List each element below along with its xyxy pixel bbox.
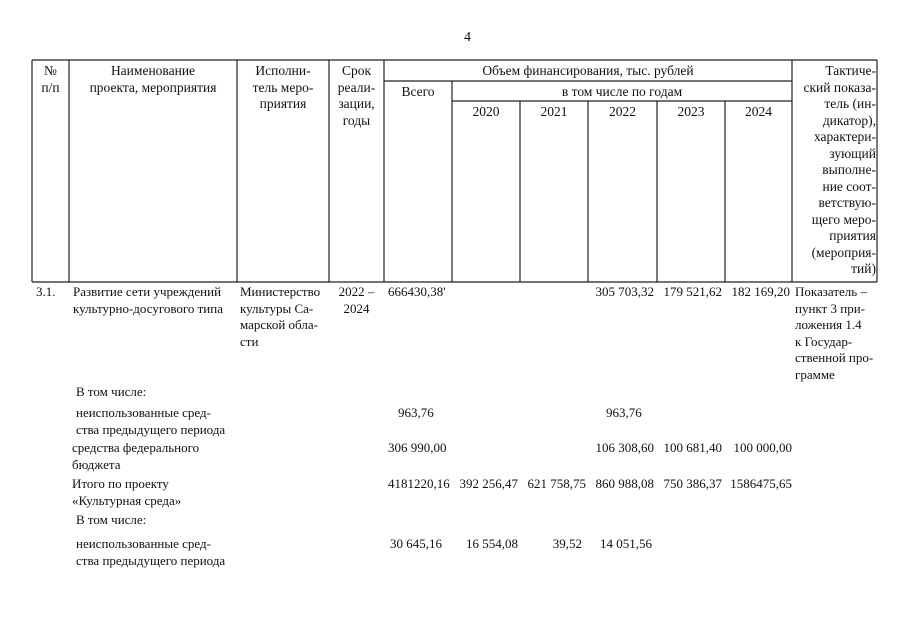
header-executor: Исполни- тель меро- приятия	[252, 63, 314, 111]
unused-funds-total-2: 30 645,16	[390, 536, 442, 551]
row-3-1-name: Развитие сети учреждений культурно-досугового типа	[73, 284, 223, 316]
project-total-2023: 750 386,37	[663, 476, 722, 491]
including-label-1: В том числе:	[76, 384, 147, 399]
federal-budget-2024: 100 000,00	[733, 440, 792, 455]
header-total: Всего	[401, 84, 435, 99]
unused-funds-label-2: неиспользованные сред- ства предыдущего периода	[76, 536, 226, 568]
header-name: Наименование проекта, мероприятия	[89, 63, 217, 95]
unused-funds-label-1: неиспользованные сред- ства предыдущего периода	[76, 405, 226, 437]
row-3-1-term: 2022 – 2024	[338, 284, 375, 316]
row-3-1-indicator: Показатель – пункт 3 при- ложения 1.4 к Государ- ственной про- грамме	[795, 284, 874, 382]
header-year-2021: 2021	[540, 104, 568, 119]
project-total-2024: 1586475,65	[730, 476, 792, 491]
unused-funds-2022-1: 963,76	[606, 405, 642, 420]
unused-funds-2020-2: 16 554,08	[466, 536, 518, 551]
header-indicator: Тактиче- ский показа- тель (ин- дикатор), характери- зующий выполне- ние соот- ветствую- щего меро- приятия (мероприя- тий)	[803, 63, 876, 276]
federal-budget-2022: 106 308,60	[595, 440, 654, 455]
row-3-1-2022: 305 703,32	[595, 284, 654, 299]
header-year-2024: 2024	[745, 104, 772, 119]
project-total-2020: 392 256,47	[459, 476, 518, 491]
unused-funds-total-1: 963,76	[398, 405, 434, 420]
row-3-1-num: 3.1.	[36, 284, 56, 299]
header-term: Срок реали- зации, годы	[337, 63, 376, 128]
including-label-2: В том числе:	[76, 512, 147, 527]
header-year-2020: 2020	[472, 104, 500, 119]
project-total-2021: 621 758,75	[527, 476, 586, 491]
project-total-total: 4181220,16	[388, 476, 450, 491]
page-number: 4	[464, 30, 471, 45]
row-3-1-executor: Министерство культуры Са- марской обла- сти	[240, 284, 321, 349]
project-total-label: Итого по проекту «Культурная среда»	[72, 476, 182, 508]
row-3-1-2023: 179 521,62	[663, 284, 722, 299]
project-total-2022: 860 988,08	[595, 476, 654, 491]
federal-budget-2023: 100 681,40	[663, 440, 722, 455]
unused-funds-2021-2: 39,52	[552, 536, 582, 551]
row-3-1-total: 666430,38'	[388, 284, 446, 299]
federal-budget-total: 306 990,00	[388, 440, 447, 455]
header-num: № п/п	[41, 63, 60, 95]
header-funding: Объем финансирования, тыс. рублей	[482, 63, 694, 78]
unused-funds-2022-2: 14 051,56	[600, 536, 652, 551]
federal-budget-label: средства федерального бюджета	[72, 440, 200, 472]
header-year-2022: 2022	[609, 104, 636, 119]
header-year-2023: 2023	[677, 104, 705, 119]
header-by-years: в том числе по годам	[561, 84, 683, 99]
row-3-1-2024: 182 169,20	[731, 284, 790, 299]
